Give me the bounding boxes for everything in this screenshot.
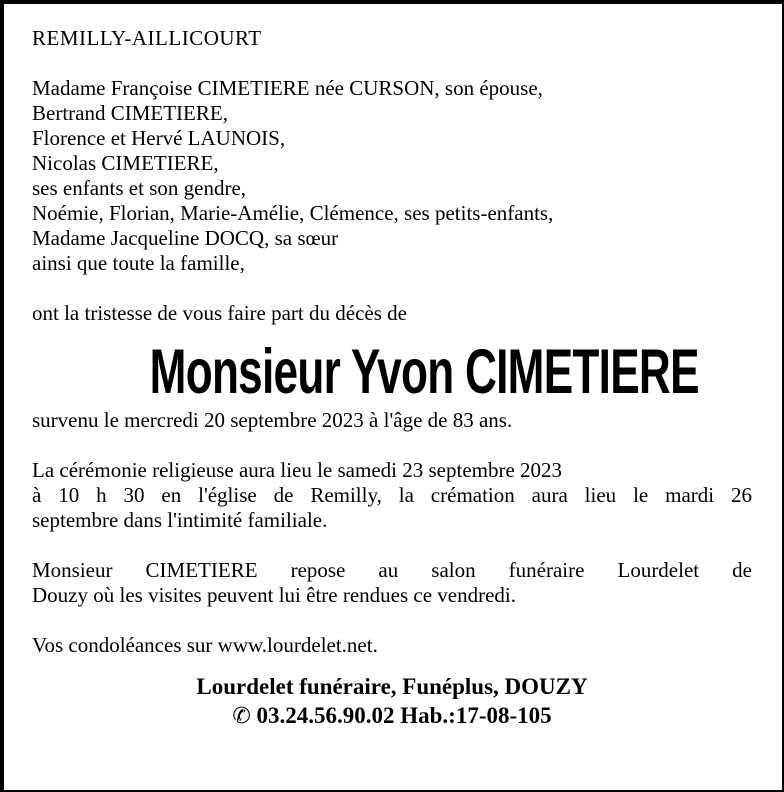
deceased-name: Monsieur Yvon CIMETIERE [149, 337, 699, 407]
repose-line: Douzy où les visites peuvent lui être rendues ce vendredi. [32, 583, 517, 607]
funeral-home-line: Lourdelet funéraire, Funéplus, DOUZY [196, 674, 588, 699]
spacer [32, 51, 752, 76]
family-line: Madame Jacqueline DOCQ, sa sœur [32, 226, 339, 250]
spacer [32, 533, 752, 558]
location-heading: REMILLY-AILLICOURT [32, 26, 262, 50]
phone-line-wrap [32, 701, 752, 731]
telephone-icon: ✆ [232, 704, 251, 729]
announcement-line: ont la tristesse de vous faire part du décès de [32, 301, 407, 325]
family-line: Madame Françoise CIMETIERE née CURSON, son épouse, [32, 76, 543, 100]
deceased-name-wrap [32, 337, 752, 407]
funeral-home-block [32, 672, 752, 731]
family-line: Florence et Hervé LAUNOIS, [32, 126, 286, 150]
ceremony-paragraph [32, 458, 752, 533]
family-line: Nicolas CIMETIERE, [32, 151, 219, 175]
family-line: Noémie, Florian, Marie-Amélie, Clémence, ses petits-enfants, [32, 201, 554, 225]
repose-paragraph [32, 558, 752, 608]
repose-line: Monsieur CIMETIERE repose au salon funéraire Lourdelet de [32, 558, 752, 582]
family-line: ainsi que toute la famille, [32, 251, 245, 275]
death-details-line: survenu le mercredi 20 septembre 2023 à l'âge de 83 ans. [32, 408, 513, 432]
family-line: ses enfants et son gendre, [32, 176, 247, 200]
family-list [32, 76, 752, 276]
spacer [32, 608, 752, 633]
phone-number: 03.24.56.90.02 Hab.:17-08-105 [256, 703, 552, 728]
ceremony-line: La cérémonie religieuse aura lieu le samedi 23 septembre 2023 [32, 458, 563, 482]
ceremony-line: à 10 h 30 en l'église de Remilly, la crémation aura lieu le mardi 26 [32, 483, 752, 507]
ceremony-line: septembre dans l'intimité familiale. [32, 508, 328, 532]
spacer [32, 433, 752, 458]
spacer [32, 276, 752, 301]
family-line: Bertrand CIMETIERE, [32, 101, 228, 125]
condolences-line: Vos condoléances sur www.lourdelet.net. [32, 633, 378, 657]
